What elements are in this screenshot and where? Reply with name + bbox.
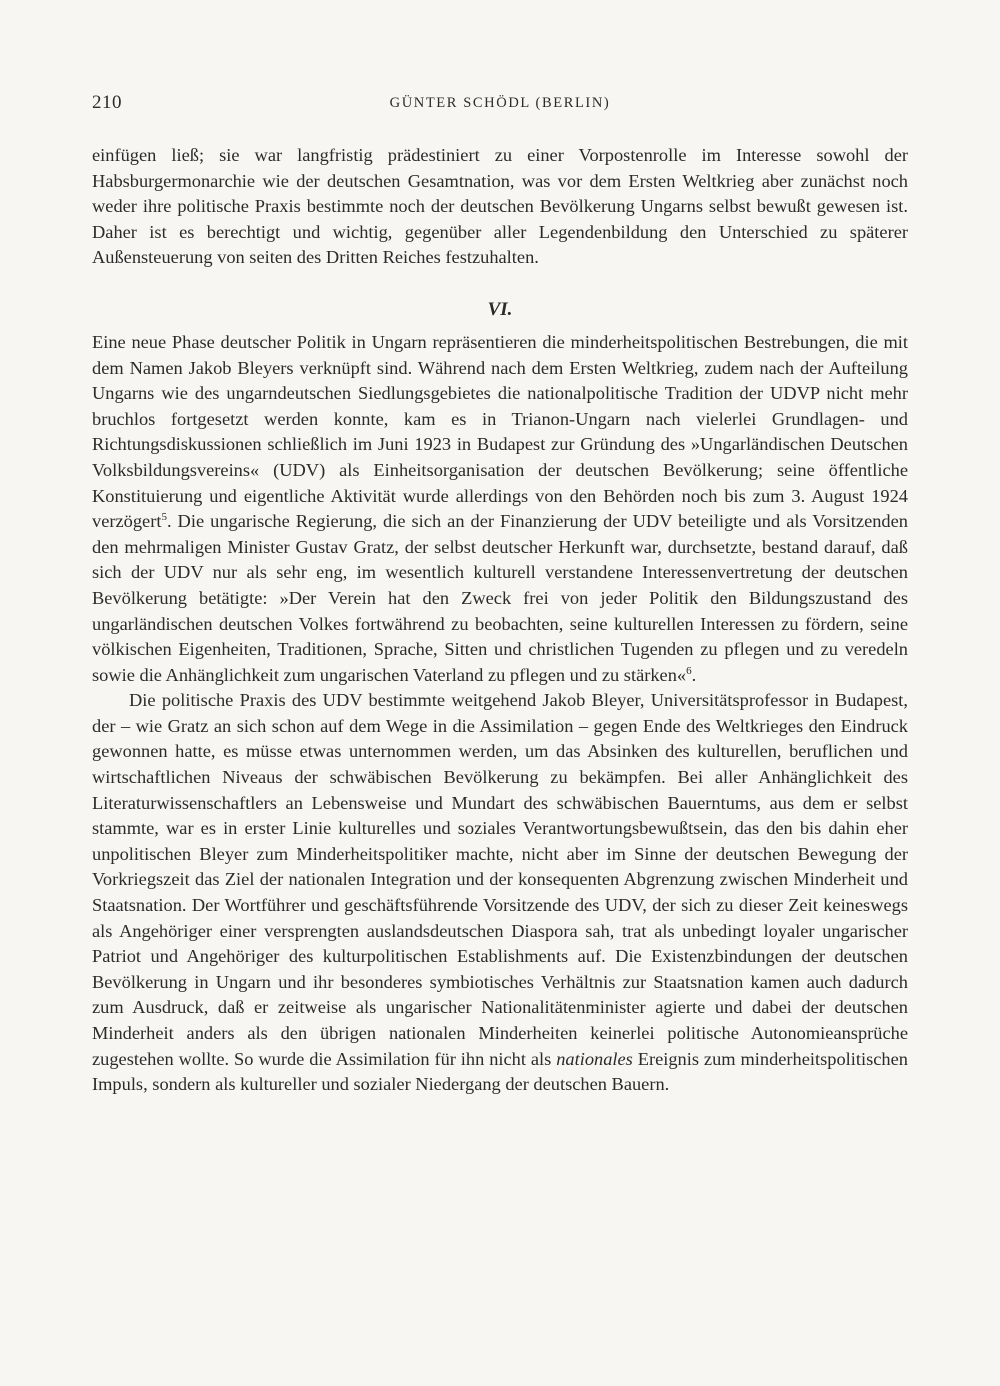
footnote-reference[interactable]: 5 — [161, 511, 167, 523]
body-text — [92, 143, 908, 1098]
page-number: 210 — [92, 92, 122, 113]
paragraph-continuation: einfügen ließ; sie war langfristig prädestiniert zu einer Vorpostenrolle im Interesse sowohl der Habsburgermonarchie wie der deutschen Gesamtnation, was vor dem Ersten Weltkrieg aber zunächst noch weder ihre politische Praxis bestimmte noch der deutschen Bevölkerung Ungarns selbst bewußt gewesen ist. Daher ist es berechtigt und wichtig, gegenüber aller Legendenbildung den Unterschied zu späterer Außensteuerung von seiten des Dritten Reiches festzuhalten. — [92, 145, 908, 268]
paragraph-text: Eine neue Phase deutscher Politik in Ungarn repräsentieren die minderheitspolitischen Bestrebungen, die mit dem Namen Jakob Bleyers verknüpft sind. Während nach dem Ersten Weltkrieg, zudem nach der Aufteilung Ungarns wie des ungarndeutschen Siedlungsgebietes die nationalpolitische Tradition der UDVP nicht mehr bruchlos fortgesetzt werden konnte, kam es in Trianon-Ungarn nach vielerlei Grundlagen- und Richtungsdiskussionen schließlich im Juni 1923 in Budapest zur Gründung des »Ungarländischen Deutschen Volksbildungsvereins« (UDV) als Einheitsorganisation der deutschen Bevölkerung; seine öffentliche Konstituierung und eigentliche Aktivität wurde allerdings von den Behörden noch bis zum 3. August 1924 verzögert — [92, 331, 908, 532]
page-header — [92, 92, 908, 122]
emphasis-text: nationales — [556, 1048, 633, 1069]
paragraph-text: . — [691, 664, 697, 685]
footnote-reference[interactable]: 6 — [686, 664, 692, 677]
section-heading: VI. — [487, 298, 513, 320]
paragraph-bleyer — [92, 688, 908, 1098]
paragraph-text: Ereignis zum minderheitspolitischen Impuls, sondern als kultureller und sozialer Niedergang der deutschen Bauern. — [92, 1048, 908, 1095]
paragraph-text: . Die ungarische Regierung, die sich an der Finanzierung der UDV beteiligte und als Vorsitzenden den mehrmaligen Minister Gustav Gratz, der selbst deutscher Herkunft war, durchsetzte, bestand darauf, daß sich der UDV nur als sehr eng, im wesentlich kulturell verstandene Interessenvertretung der deutschen Bevölkerung betätigte: »Der Verein hat den Zweck frei von jeder Politik den Bildungszustand des ungarländischen deutschen Volkes fortwährend zu beobachten, seine kulturellen Interessen zu fördern, seine völkischen Eigenheiten, Traditionen, Sprache, Sitten und christlichen Tugenden zu pflegen und zu veredeln sowie die Anhänglichkeit zum ungarischen Vaterland zu pflegen und zu stärken« — [92, 511, 908, 685]
paragraph-text: Die politische Praxis des UDV bestimmte weitgehend Jakob Bleyer, Universitätsprofessor in Budapest, der – wie Gratz an sich schon auf dem Wege in die Assimilation – gegen Ende des Weltkrieges den Eindruck gewonnen hatte, es müsse etwas unternommen werden, um das Absinken des kulturellen, beruflichen und wirtschaftlichen Niveaus der schwäbischen Bevölkerung zu bekämpfen. Bei aller Anhänglichkeit des Literaturwissenschaftlers an Lebensweise und Mundart des schwäbischen Bauerntums, aus dem er selbst stammte, war es in erster Linie kulturelles und soziales Verantwortungsbewußtsein, das den bis dahin eher unpolitischen Bleyer zum Minderheitspolitiker machte, nicht aber im Sinne der deutschen Bewegung der Vorkriegszeit das Ziel der nationalen Integration und der konsequenten Abgrenzung zwischen Minderheit und Staatsnation. Der Wortführer und geschäftsführende Vorsitzende des UDV, der sich zu dieser Zeit keineswegs als Angehöriger einer versprengten auslandsdeutschen Diaspora sah, trat als unbedingt loyaler ungarischer Patriot und Angehöriger des kulturpolitischen Establishments auf. Die Existenzbindungen der deutschen Bevölkerung in Ungarn und ihr besonderes symbiotisches Verhältnis zur Staatsnation kamen auch dadurch zum Ausdruck, daß er zeitweise als ungarischer Nationalitätenminister agierte und dabei der deutschen Minderheit anders als den übrigen nationalen Minderheiten keinerlei politische Autonomieansprüche zugestehen wollte. So wurde die Assimilation für ihn nicht als — [92, 690, 908, 1069]
running-head: GÜNTER SCHÖDL (BERLIN) — [389, 95, 611, 111]
paragraph-udv-founding — [92, 330, 908, 688]
